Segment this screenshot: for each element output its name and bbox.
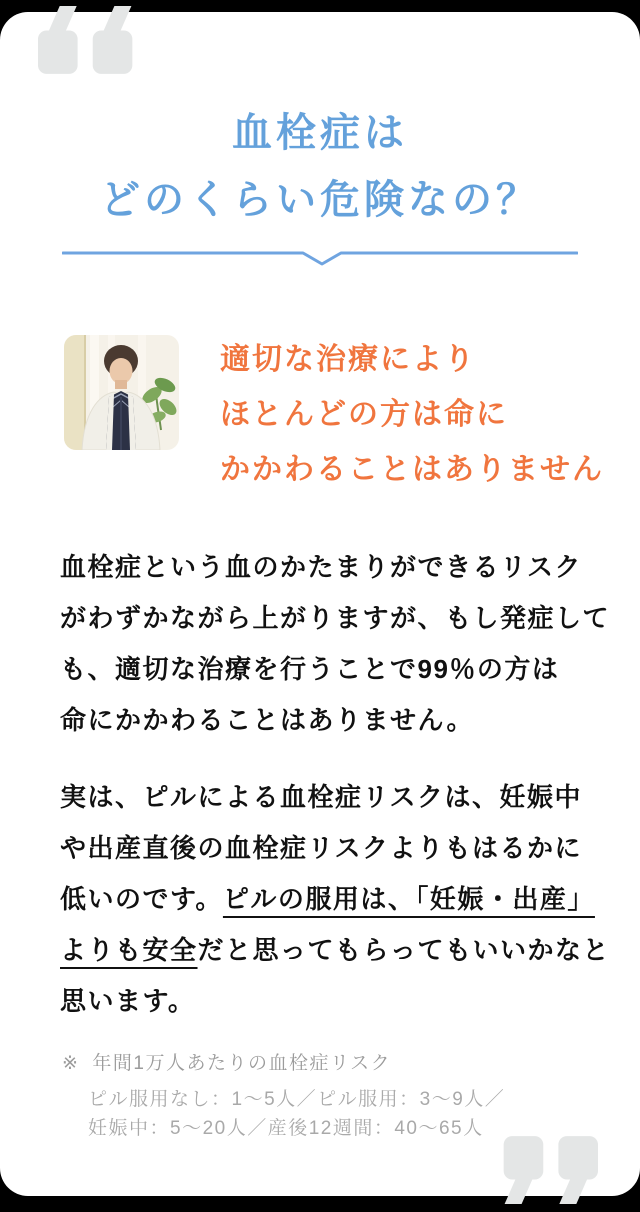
highlight-quote-line1: 適切な治療により: [220, 343, 476, 376]
footnote-title-text: 年間1万人あたりの血栓症リスク: [92, 1053, 392, 1074]
footnote-detail-line1: ピル服用なし：1〜5人／ピル服用：3〜9人／: [88, 1089, 506, 1110]
paragraph-2-line3-underlined: ピルの服用は、「妊娠・出産」: [222, 884, 595, 914]
paragraph-2: [60, 772, 611, 1027]
paragraph-2-line1: 実は、ピルによる血栓症リスクは、妊娠中: [60, 782, 582, 812]
paragraph-1-line4: 命にかかわることはありません。: [60, 705, 475, 735]
paragraph-2-line4-plain: だと思ってもらってもいいかなと: [197, 935, 611, 965]
paragraph-1-line3: も、適切な治療を行うことで99％の方は: [60, 654, 560, 684]
divider-v-notch-line: [62, 250, 578, 272]
doctor-photo: [64, 335, 179, 450]
paragraph-2-line4-underlined: よりも安全: [60, 935, 198, 965]
footnote-detail-line2: 妊娠中：5〜20人／産後12週間：40〜65人: [88, 1118, 484, 1139]
paragraph-2-line4: [60, 925, 611, 976]
footnote-title: [62, 1048, 391, 1075]
paragraph-2-line2: や出産直後の血栓症リスクよりもはるかに: [60, 833, 582, 863]
paragraph-1: [60, 542, 611, 746]
footnote-marker: ※: [62, 1053, 80, 1074]
open-quote-icon: [38, 4, 138, 74]
page-title-line2: どのくらい危険なの？: [100, 178, 540, 222]
paragraph-1-line1: 血栓症という血のかたまりができるリスク: [60, 552, 582, 582]
close-quote-icon: [498, 1136, 598, 1206]
doctor-photo-illustration: [64, 335, 179, 450]
page-title-line1: 血栓症は: [232, 111, 408, 155]
paragraph-2-line3: [60, 874, 600, 925]
paragraph-2-line5: 思います。: [60, 986, 196, 1016]
paragraph-2-line3-plain: 低いのです。: [60, 884, 223, 914]
highlight-quote-line2: ほとんどの方は命に: [220, 398, 508, 431]
page-title: [0, 100, 640, 234]
paragraph-1-line2: がわずかながら上がりますが、もし発症して: [60, 603, 611, 633]
footnote-details: [88, 1085, 505, 1143]
highlight-quote-line3: かかわることはありません: [220, 453, 604, 486]
highlight-quote: [220, 332, 604, 497]
